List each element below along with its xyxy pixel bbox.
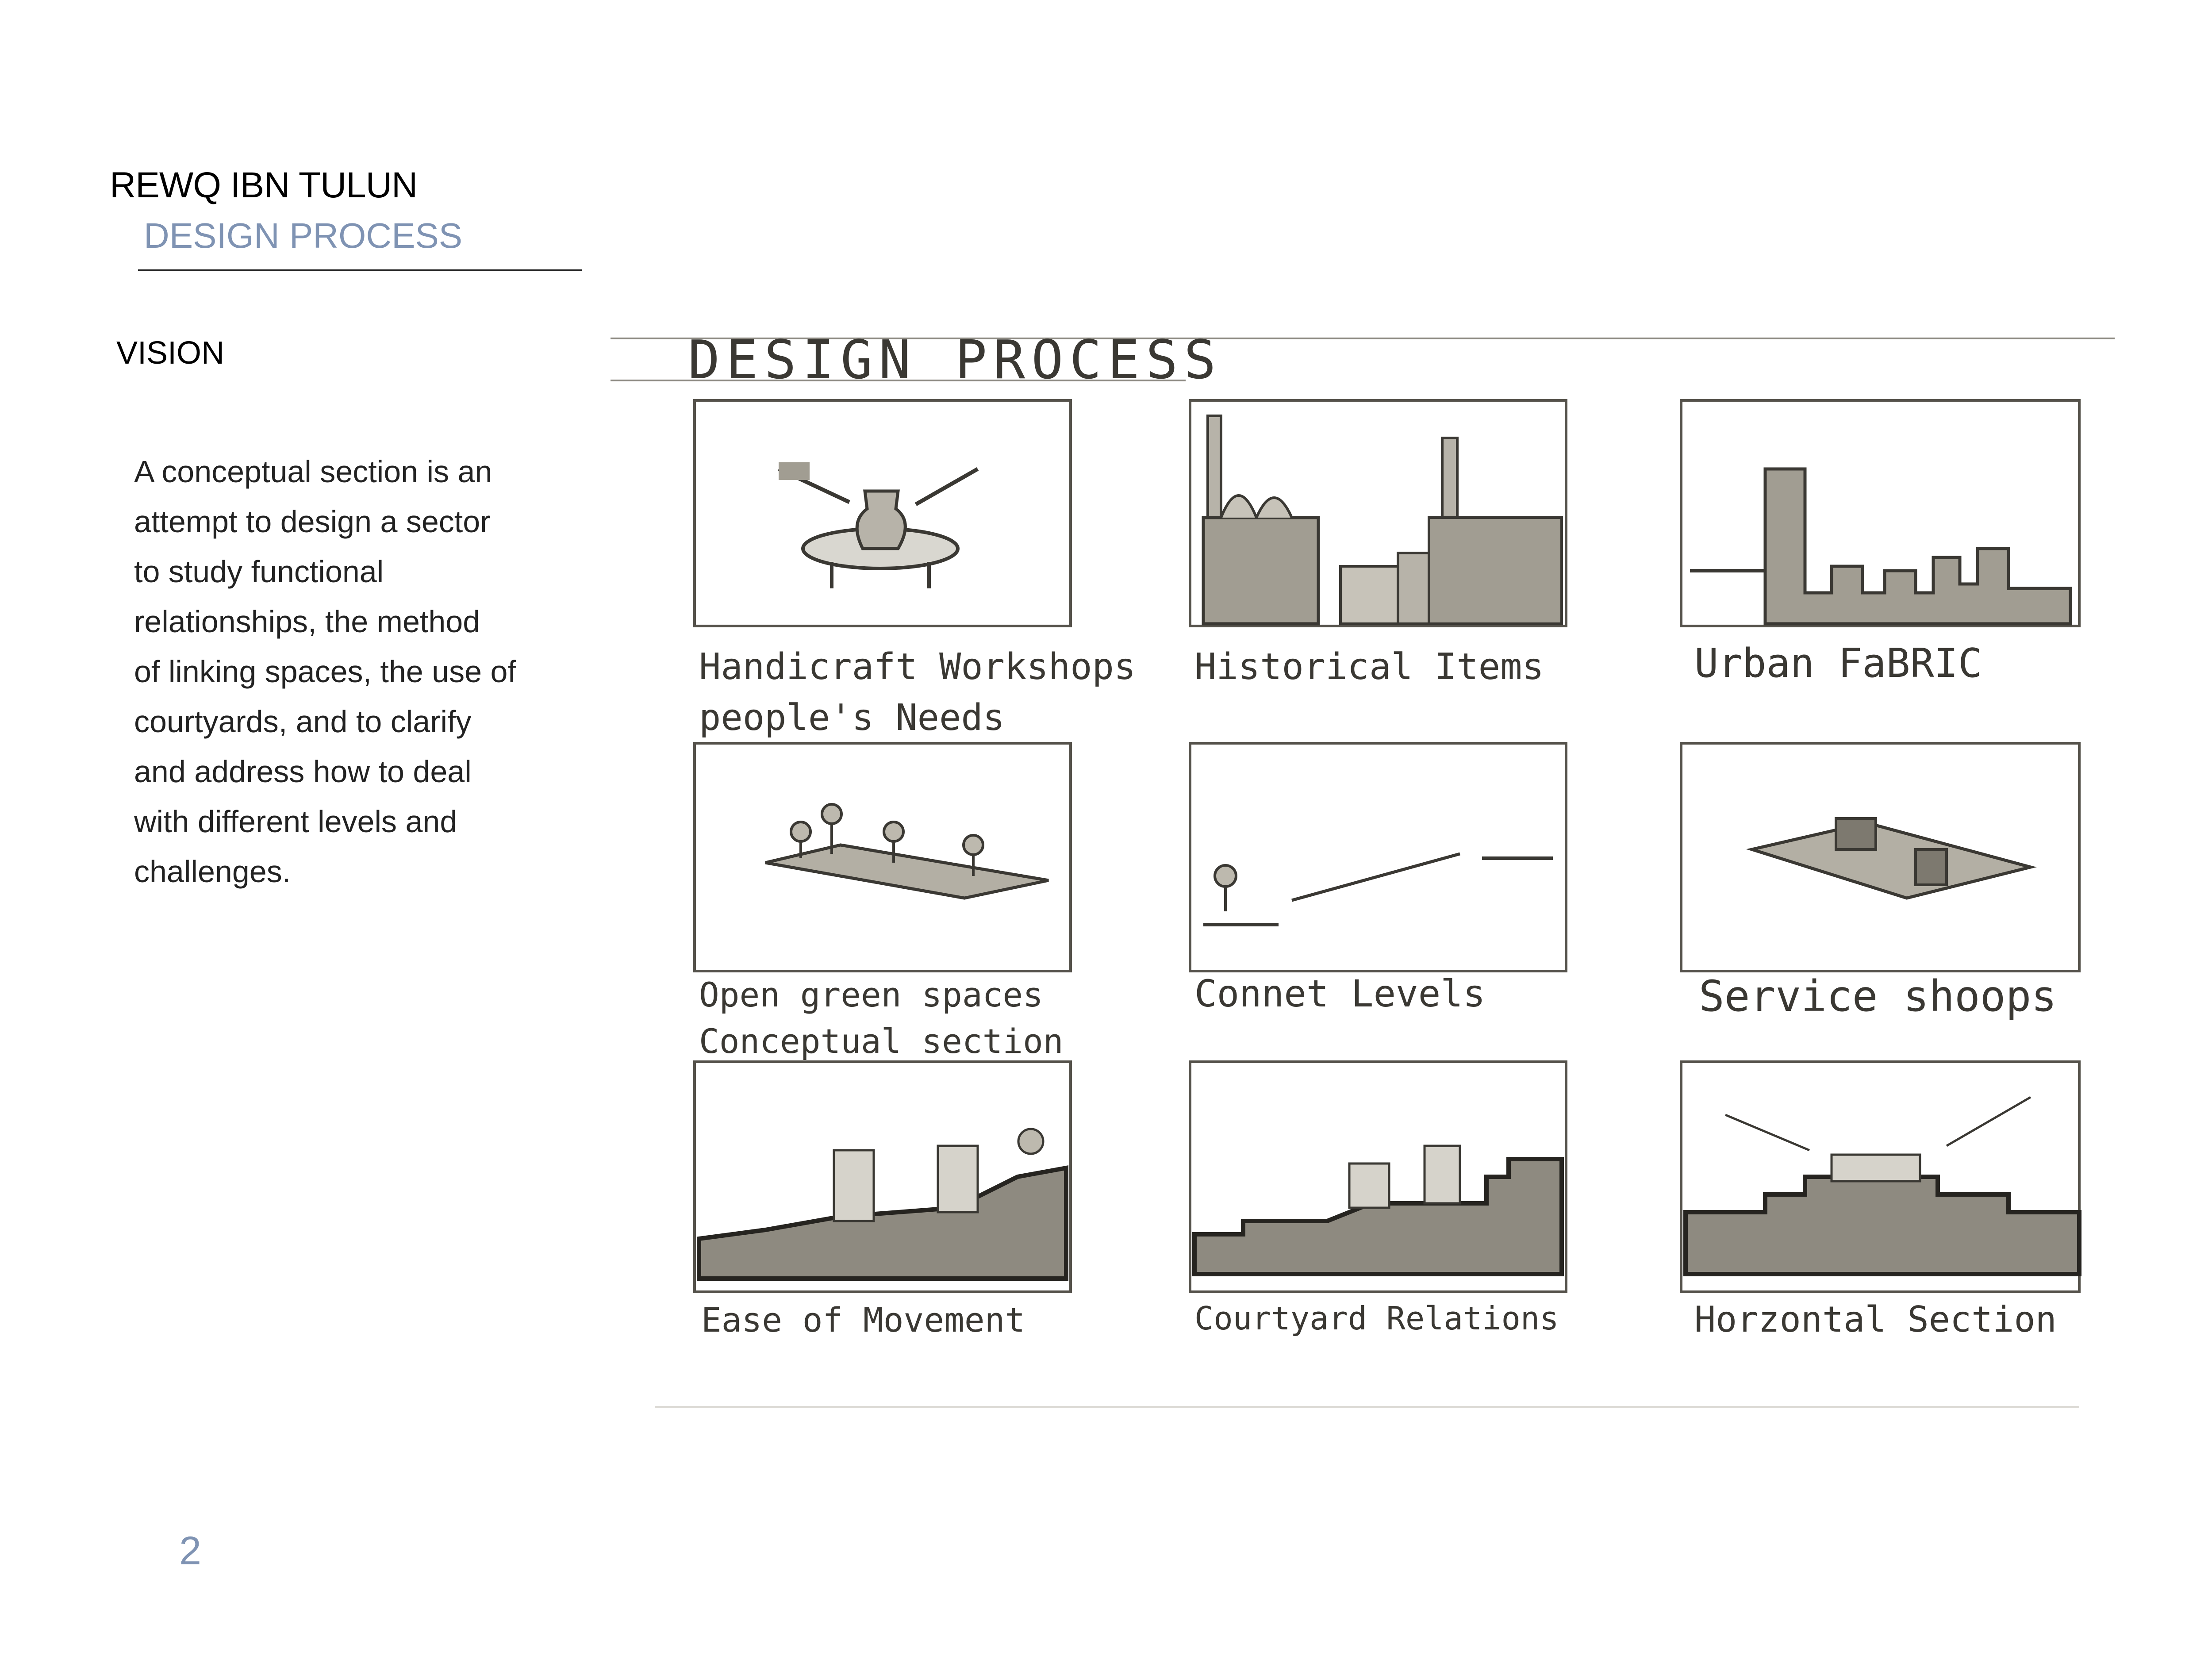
page-number: 2 [179, 1529, 202, 1573]
caption-urban-fabric: Urban FaBRIC [1694, 640, 1982, 687]
paragraph-line: to study functional [134, 554, 384, 589]
movement-section-drawing [699, 1129, 1066, 1279]
paragraph-line: attempt to design a sector [134, 504, 491, 539]
green-space-drawing [765, 804, 1048, 898]
section-heading: VISION [116, 335, 225, 371]
design-process-sketch [606, 319, 2124, 1416]
paragraph-line: relationships, the method [134, 604, 480, 639]
paragraph-line: A conceptual section is an [134, 454, 492, 489]
caption-courtyard-relations: Courtyard Relations [1194, 1300, 1559, 1337]
paragraph-line: challenges. [134, 854, 291, 889]
paragraph-line: courtyards, and to clarify [134, 704, 472, 739]
vision-paragraph [134, 447, 559, 897]
caption-historical: Historical Items [1194, 646, 1544, 688]
sketch-heading: DESIGN PROCESS [688, 330, 1222, 391]
document-title: REWQ IBN TULUN [110, 165, 418, 205]
caption-conceptual-section: Conceptual section [699, 1022, 1064, 1061]
paragraph-line: of linking spaces, the use of [134, 654, 516, 689]
caption-service-shops: Service shoops [1699, 972, 2057, 1021]
caption-handicraft: Handicraft Workshops [699, 646, 1136, 688]
caption-horizontal-section: Horzontal Section [1694, 1299, 2057, 1340]
caption-open-green: Open green spaces [699, 975, 1043, 1014]
paragraph-line: and address how to deal [134, 754, 472, 789]
service-shops-drawing [1752, 818, 2031, 898]
urban-fabric-drawing [1690, 469, 2070, 624]
paragraph-line: with different levels and [134, 804, 457, 839]
courtyard-section-drawing [1194, 1146, 1562, 1274]
historical-buildings-drawing [1203, 416, 1562, 624]
document-subtitle: DESIGN PROCESS [144, 216, 463, 255]
caption-ease-of-movement: Ease of Movement [701, 1300, 1025, 1340]
horizontal-section-drawing [1686, 1097, 2079, 1274]
caption-connect-levels: Connet Levels [1194, 972, 1486, 1015]
levels-drawing [1203, 854, 1553, 925]
header-divider [138, 269, 582, 271]
caption-peoples-needs: people's Needs [699, 697, 1005, 739]
pottery-wheel-drawing [779, 462, 978, 588]
